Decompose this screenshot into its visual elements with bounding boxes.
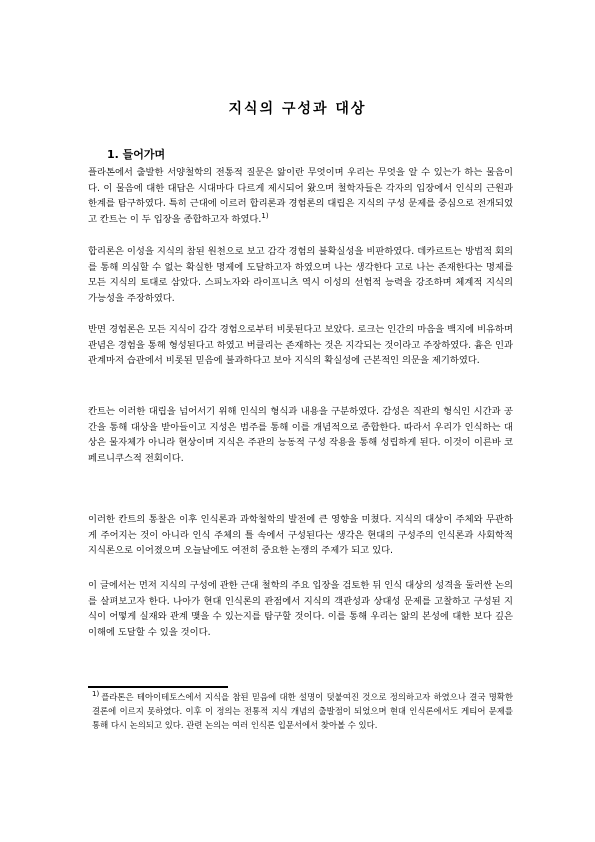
paragraph-2: 합리론은 이성을 지식의 참된 원천으로 보고 감각 경험의 불확실성을 비판하였다. 데카르트는 방법적 회의를 통해 의심할 수 없는 확실한 명제에 도달하고자 하였으며 나는 생각한다 고로 나는 존재한다는 명제를 모든 지식의 토대로 삼았다. 스피노자와 라이프니츠 역시 이성의 선험적 능력을 강조하며 체계적 지식의 가능성을 주장하였다. [88, 246, 513, 304]
document-title: 지식의 구성과 대상 [228, 101, 367, 117]
paragraph-1-text: 플라톤에서 출발한 서양철학의 전통적 질문은 앎이란 무엇이며 우리는 무엇을 알 수 있는가 하는 물음이다. 이 물음에 대한 대답은 시대마다 다르게 제시되어 왔으며 철학자들은 각자의 입장에서 인식의 근원과 한계를 탐구하였다. 특히 근대에 이르러 합리론과 경험론의 대립은 지식의 구성 문제를 중심으로 전개되었고 칸트는 이 두 입장을 종합하고자 하였다. [88, 167, 513, 225]
paragraph-6: 이 글에서는 먼저 지식의 구성에 관한 근대 철학의 주요 입장을 검토한 뒤 인식 대상의 성격을 둘러싼 논의를 살펴보고자 한다. 나아가 현대 인식론의 관점에서 지식의 객관성과 상대성 문제를 고찰하고 구성된 지식이 어떻게 실재와 관계 맺을 수 있는지를 탐구할 것이다. 이를 통해 우리는 앎의 본성에 대한 보다 깊은 이해에 도달할 수 있을 것이다. [88, 580, 513, 638]
section-heading: 1. 들어가며 [107, 148, 166, 161]
paragraph-4: 칸트는 이러한 대립을 넘어서기 위해 인식의 형식과 내용을 구분하였다. 감성은 직관의 형식인 시간과 공간을 통해 대상을 받아들이고 지성은 범주를 통해 이를 개념적으로 종합한다. 따라서 우리가 인식하는 대상은 물자체가 아니라 현상이며 지식은 주관의 능동적 구성 작용을 통해 성립하게 된다. 이것이 이른바 코페르니쿠스적 전회이다. [88, 406, 513, 464]
paragraph-5: 이러한 칸트의 통찰은 이후 인식론과 과학철학의 발전에 큰 영향을 미쳤다. 지식의 대상이 주체와 무관하게 주어지는 것이 아니라 인식 주체의 틀 속에서 구성된다는 생각은 현대의 구성주의 인식론과 사회학적 지식론으로 이어졌으며 오늘날에도 여전히 중요한 논쟁의 주제가 되고 있다. [88, 514, 513, 557]
footnote [92, 690, 513, 732]
paragraph-1 [88, 165, 513, 227]
paragraph-3: 반면 경험론은 모든 지식이 감각 경험으로부터 비롯된다고 보았다. 로크는 인간의 마음을 백지에 비유하며 관념은 경험을 통해 형성된다고 하였고 버클리는 존재하는 것은 지각되는 것이라고 주장하였다. 흄은 인과관계마저 습관에서 비롯된 믿음에 불과하다고 보아 지식의 확실성에 근본적인 의문을 제기하였다. [88, 324, 513, 367]
footnote-reference[interactable]: 1) [261, 211, 269, 220]
footnote-divider [88, 686, 228, 688]
footnote-text: 플라톤은 테아이테토스에서 지식을 참된 믿음에 대한 설명이 덧붙여진 것으로 정의하고자 하였으나 결국 명확한 결론에 이르지 못하였다. 이후 이 정의는 전통적 지식 개념의 출발점이 되었으며 현대 인식론에서도 게티어 문제를 통해 다시 논의되고 있다. 관련 논의는 여러 인식론 입문서에서 찾아볼 수 있다. [92, 692, 513, 730]
footnote-marker: 1) [92, 690, 100, 699]
